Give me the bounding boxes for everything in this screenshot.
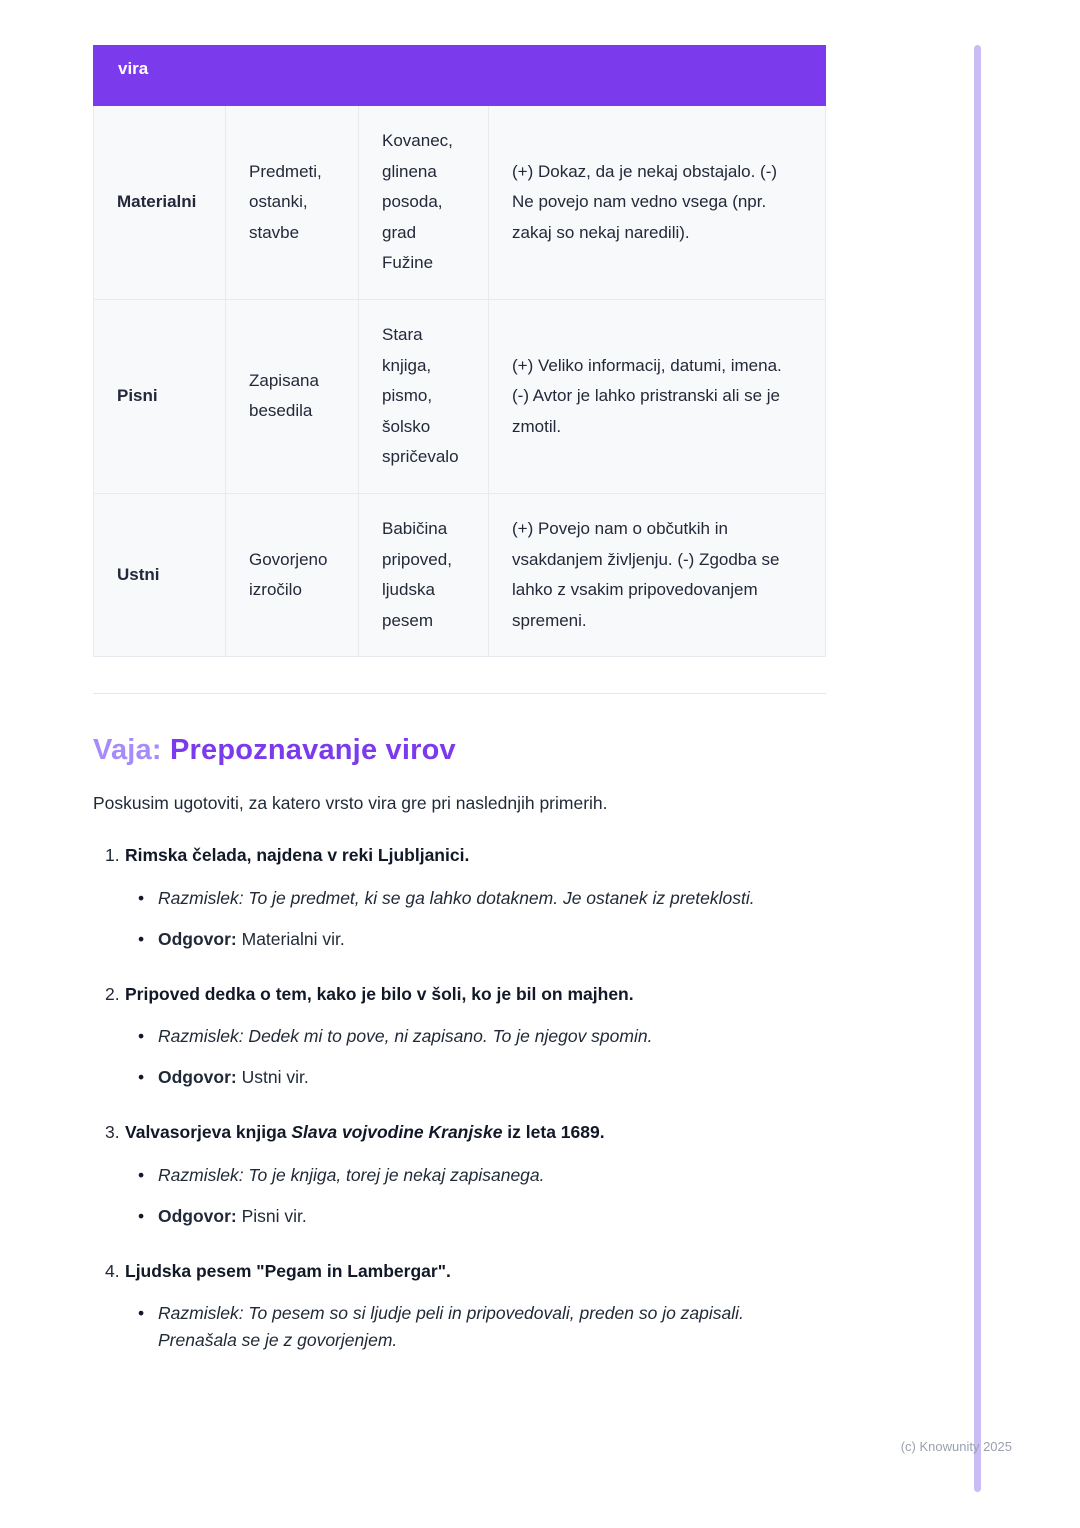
bullet-dot: • [138, 1164, 145, 1185]
bullet-odgovor [93, 1064, 826, 1091]
bullet-dot: • [138, 887, 145, 908]
title-italic-text: Slava vojvodine Kranjske [291, 1122, 503, 1143]
document-content [93, 45, 826, 1354]
odgovor-value: Ustni vir. [241, 1067, 309, 1088]
odgovor-text [158, 1203, 307, 1230]
cell-evaluation: (+) Povejo nam o občutkih in vsakdanjem življenju. (-) Zgodba se lahko z vsakim pripovedovanjem spremeni. [489, 493, 826, 656]
razmislek-text: Razmislek: To je knjiga, torej je nekaj zapisanega. [158, 1164, 545, 1185]
list-item-number: 1. [105, 845, 120, 866]
bullet-list [93, 885, 826, 953]
cell-definition: Predmeti, ostanki, stavbe [226, 106, 359, 300]
list-item-number: 4. [105, 1260, 120, 1281]
razmislek-text: Razmislek: To je predmet, ki se ga lahko dotaknem. Je ostanek iz preteklosti. [158, 887, 755, 908]
table-row [94, 299, 826, 493]
list-item-number: 3. [105, 1122, 120, 1143]
list-item-title [125, 842, 469, 868]
odgovor-label: Odgovor: [158, 928, 237, 949]
header-cell-2 [226, 46, 359, 106]
list-item [93, 842, 826, 953]
list-item-title [125, 1258, 451, 1284]
bullet-razmislek [93, 1023, 826, 1050]
table-header-row [94, 46, 826, 106]
cell-examples: Babičina pripoved, ljudska pesem [359, 493, 489, 656]
header-cell-4 [489, 46, 826, 106]
razmislek-text: Razmislek: To pesem so si ljudje peli in pripovedovali, preden so jo zapisali. Prenašala se je z govorjenjem. [158, 1303, 744, 1351]
bullet-dot: • [138, 1205, 145, 1226]
list-item-title [125, 981, 634, 1007]
cell-source-type: Materialni [94, 106, 226, 300]
bullet-razmislek [93, 1300, 826, 1354]
list-item [93, 1119, 826, 1230]
bullet-dot: • [138, 1303, 145, 1324]
section-intro: Poskusim ugotoviti, za katero vrsto vira gre pri naslednjih primerih. [93, 793, 608, 814]
section-divider [93, 693, 826, 694]
bullet-dot: • [138, 1026, 145, 1047]
section-title-main: Prepoznavanje virov [169, 734, 456, 767]
list-item-head [93, 1119, 826, 1145]
table-row [94, 493, 826, 656]
header-cell-vira: vira [94, 46, 226, 106]
cell-evaluation: (+) Veliko informacij, datumi, imena. (-) Avtor je lahko pristranski ali se je zmotil. [489, 299, 826, 493]
list-item-head [93, 981, 826, 1007]
cell-evaluation: (+) Dokaz, da je nekaj obstajalo. (-) Ne povejo nam vedno vsega (npr. zakaj so nekaj naredili). [489, 106, 826, 300]
footer-credit: (c) Knowunity 2025 [900, 1439, 1012, 1454]
source-types-table [93, 45, 826, 657]
bullet-list [93, 1023, 826, 1091]
bullet-list [93, 1162, 826, 1230]
list-item-head [93, 1258, 826, 1284]
bullet-dot: • [138, 928, 145, 949]
bullet-razmislek [93, 1162, 826, 1189]
bullet-list [93, 1300, 826, 1354]
list-item [93, 1258, 826, 1355]
cell-source-type: Ustni [94, 493, 226, 656]
cell-source-type: Pisni [94, 299, 226, 493]
list-item [93, 981, 826, 1092]
odgovor-value: Materialni vir. [241, 928, 345, 949]
list-item-head [93, 842, 826, 868]
section-title-prefix: Vaja: [93, 734, 162, 767]
cell-definition: Zapisana besedila [226, 299, 359, 493]
header-cell-3 [359, 46, 489, 106]
list-item-number: 2. [105, 983, 120, 1004]
bullet-odgovor [93, 1203, 826, 1230]
title-text: Ljudska pesem "Pegam in Lambergar". [125, 1260, 451, 1281]
section-title [93, 734, 826, 767]
title-text: Rimska čelada, najdena v reki Ljubljanici. [125, 845, 470, 866]
odgovor-text [158, 926, 345, 953]
exercise-list [93, 842, 826, 1354]
cell-definition: Govorjeno izročilo [226, 493, 359, 656]
odgovor-label: Odgovor: [158, 1067, 237, 1088]
list-item-title [125, 1119, 605, 1145]
cell-examples: Stara knjiga, pismo, šolsko spričevalo [359, 299, 489, 493]
bullet-dot: • [138, 1067, 145, 1088]
bullet-razmislek [93, 885, 826, 912]
odgovor-label: Odgovor: [158, 1205, 237, 1226]
title-text: Pripoved dedka o tem, kako je bilo v šoli, ko je bil on majhen. [125, 983, 634, 1004]
title-text-post: iz leta 1689. [502, 1122, 605, 1143]
table-row [94, 106, 826, 300]
title-text: Valvasorjeva knjiga [125, 1122, 292, 1143]
odgovor-text [158, 1064, 309, 1091]
scrollbar-thumb[interactable] [974, 45, 981, 1492]
razmislek-text: Razmislek: Dedek mi to pove, ni zapisano. To je njegov spomin. [158, 1026, 653, 1047]
bullet-odgovor [93, 926, 826, 953]
odgovor-value: Pisni vir. [241, 1205, 307, 1226]
cell-examples: Kovanec, glinena posoda, grad Fužine [359, 106, 489, 300]
